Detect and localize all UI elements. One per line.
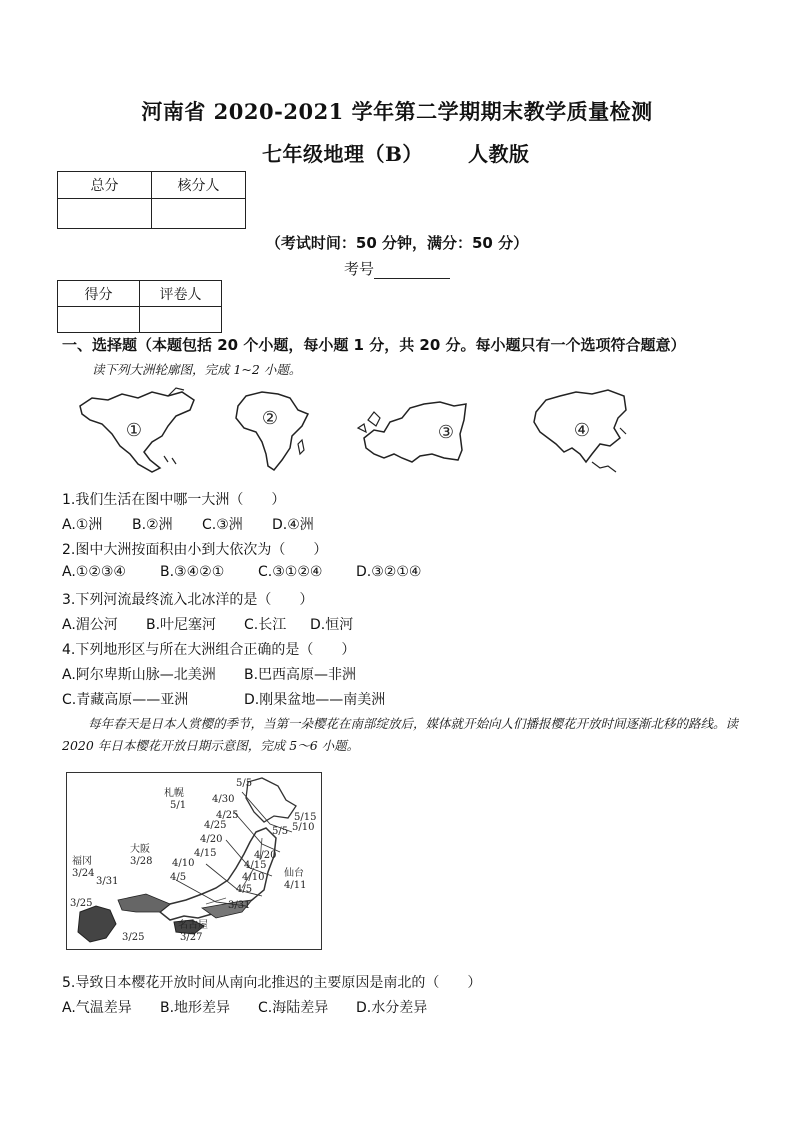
question-3-options — [62, 614, 376, 634]
section-heading: 一、选择题（本题包括 20 个小题，每小题 1 分，共 20 分。每小题只有一个选项符合题意） — [62, 336, 686, 354]
option[interactable]: B.叶尼塞河 — [146, 617, 217, 633]
isoline-label: 4/10 — [172, 858, 195, 869]
isoline-label: 3/31 — [228, 900, 251, 911]
option[interactable]: B.巴西高原—非洲 — [244, 667, 357, 683]
grader-cell[interactable] — [140, 307, 222, 333]
question-4-stem: 4.下列地形区与所在大洲组合正确的是（ ） — [62, 642, 356, 658]
table-header-grader: 评卷人 — [140, 281, 222, 307]
passage-text: 每年春天是日本人赏樱的季节，当第一朵樱花在南部绽放后，媒体就开始向人们播报樱花开放时间逐渐北移的路线。读 2020 年日本樱花开放日期示意图，完成 5～6 小题。 — [62, 716, 739, 753]
question-3-stem: 3.下列河流最终流入北冰洋的是（ ） — [62, 592, 314, 608]
city-name-sendai: 仙台 — [284, 868, 304, 879]
city-date-nagoya: 3/27 — [180, 932, 203, 943]
city-date-sendai: 4/11 — [284, 880, 307, 891]
asia-outline-map — [530, 388, 630, 476]
isoline-label: 5/15 — [294, 812, 317, 823]
option[interactable]: A.气温差异 — [62, 1000, 132, 1016]
question-5-stem: 5.导致日本樱花开放时间从南向北推迟的主要原因是南北的（ ） — [62, 975, 482, 991]
city-date-osaka: 3/28 — [130, 856, 153, 867]
isoline-label: 5/10 — [292, 822, 315, 833]
option[interactable]: D.③②①④ — [356, 564, 422, 580]
city-name-nagoya: 名古屋 — [178, 920, 208, 931]
page-subtitle: 七年级地理（B） — [262, 142, 423, 166]
isoline-label: 4/20 — [200, 834, 223, 845]
option[interactable]: A.①②③④ — [62, 564, 126, 580]
exam-number-field[interactable] — [344, 258, 450, 279]
isoline-label: 4/15 — [244, 860, 267, 871]
question-2-options — [62, 564, 454, 580]
score-table-section — [57, 280, 222, 333]
table-header-score: 得分 — [58, 281, 140, 307]
table-header-checker: 核分人 — [152, 172, 246, 199]
option[interactable]: B.②洲 — [132, 517, 173, 533]
option[interactable]: D.刚果盆地——南美洲 — [244, 692, 386, 708]
isoline-label: 5/5 — [272, 826, 289, 837]
city-name-osaka: 大阪 — [130, 844, 150, 855]
question-1-stem: 1.我们生活在图中哪一大洲（ ） — [62, 492, 286, 508]
isoline-label: 4/20 — [254, 850, 277, 861]
isoline-label: 3/25 — [122, 932, 145, 943]
isoline-label: 4/25 — [204, 820, 227, 831]
option[interactable]: A.湄公河 — [62, 617, 118, 633]
option[interactable]: A.①洲 — [62, 517, 103, 533]
isoline-label: 3/31 — [96, 876, 119, 887]
map-instruction: 读下列大洲轮廓图，完成 1~2 小题。 — [92, 362, 302, 377]
option[interactable]: D.④洲 — [272, 517, 314, 533]
option[interactable]: C.海陆差异 — [258, 1000, 329, 1016]
continent-label-4: ④ — [573, 420, 591, 441]
continent-label-3: ③ — [437, 422, 455, 443]
exam-time-info: （考试时间：50 分钟，满分：50 分） — [265, 234, 529, 252]
section-score-cell[interactable] — [58, 307, 140, 333]
option[interactable]: B.③④②① — [160, 564, 225, 580]
total-score-cell[interactable] — [58, 199, 152, 229]
isoline-label: 4/15 — [194, 848, 217, 859]
city-name-fukuoka: 福冈 — [72, 856, 92, 867]
option[interactable]: C.③①②④ — [258, 564, 323, 580]
exam-number-label: 考号 — [344, 260, 375, 278]
europe-outline-map — [354, 398, 470, 468]
isoline-label: 4/5 — [170, 872, 187, 883]
isoline-label: 4/30 — [212, 794, 235, 805]
isoline-label: 4/10 — [242, 872, 265, 883]
continent-label-2: ② — [261, 408, 279, 429]
city-date-fukuoka: 3/24 — [72, 868, 95, 879]
score-table-total — [57, 171, 246, 229]
africa-outline-map — [232, 388, 312, 474]
isoline-label: 3/25 — [70, 898, 93, 909]
option[interactable]: C.青藏高原——亚洲 — [62, 692, 189, 708]
japan-cherry-blossom-map — [66, 772, 322, 950]
question-4-options-row2 — [62, 689, 414, 709]
option[interactable]: C.③洲 — [202, 517, 243, 533]
question-1-options — [62, 514, 342, 534]
exam-number-blank[interactable] — [374, 263, 450, 279]
city-name-sapporo: 札幌 — [164, 788, 184, 799]
table-header-total: 总分 — [58, 172, 152, 199]
checker-cell[interactable] — [152, 199, 246, 229]
city-date-sapporo: 5/1 — [170, 800, 187, 811]
question-2-stem: 2.图中大洲按面积由小到大依次为（ ） — [62, 542, 328, 558]
question-5-options — [62, 997, 454, 1017]
north-america-outline-map — [72, 386, 202, 474]
option[interactable]: C.长江 — [244, 617, 287, 633]
option[interactable]: A.阿尔卑斯山脉—北美洲 — [62, 667, 216, 683]
continent-label-1: ① — [125, 420, 143, 441]
option[interactable]: B.地形差异 — [160, 1000, 231, 1016]
page-title: 河南省 2020-2021 学年第二学期期末教学质量检测 — [141, 99, 653, 124]
edition-label: 人教版 — [468, 142, 530, 166]
question-4-options-row1 — [62, 664, 414, 684]
isoline-label: 5/5 — [236, 778, 253, 789]
isoline-label: 4/25 — [216, 810, 239, 821]
option[interactable]: D.水分差异 — [356, 1000, 428, 1016]
isoline-label: 4/5 — [236, 884, 253, 895]
option[interactable]: D.恒河 — [310, 617, 354, 633]
